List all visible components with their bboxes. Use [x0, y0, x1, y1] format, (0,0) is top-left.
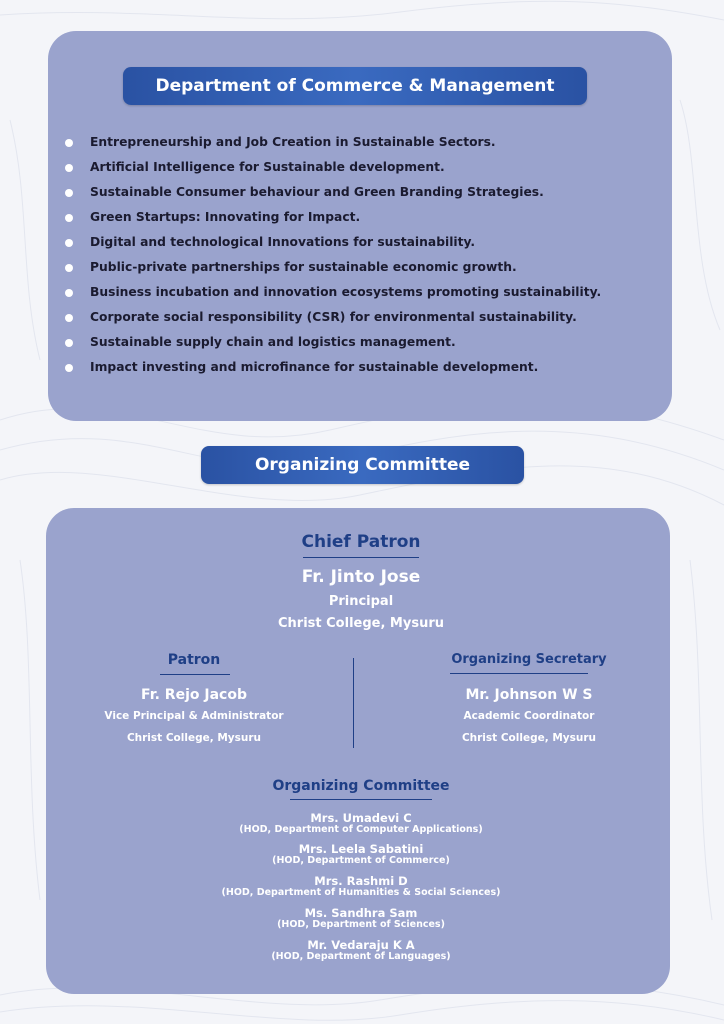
patron-institution: Christ College, Mysuru: [126, 732, 262, 744]
department-title: Department of Commerce & Management: [155, 76, 555, 96]
topic-text: Corporate social responsibility (CSR) for environmental sustainability.: [90, 310, 577, 324]
committee-underline: [290, 799, 432, 800]
topic-text: Public-private partnerships for sustainable economic growth.: [90, 260, 517, 274]
list-item: [60, 130, 601, 155]
chief-patron-institution: Christ College, Mysuru: [278, 616, 444, 631]
bullet-icon: [65, 364, 73, 372]
topic-text: Sustainable Consumer behaviour and Green Branding Strategies.: [90, 185, 544, 199]
patron-role: Vice Principal & Administrator: [104, 710, 284, 722]
committee-member-name: Mrs. Rashmi D: [314, 874, 408, 888]
bullet-icon: [65, 339, 73, 347]
committee-member-role: (HOD, Department of Sciences): [277, 919, 445, 930]
patron-name: Fr. Rejo Jacob: [141, 687, 247, 703]
list-item: [60, 355, 601, 380]
bullet-icon: [65, 289, 73, 297]
list-item: [60, 180, 601, 205]
list-item: [60, 155, 601, 180]
list-item: [60, 255, 601, 280]
topic-text: Artificial Intelligence for Sustainable development.: [90, 160, 445, 174]
committee-member-name: Mrs. Leela Sabatini: [298, 842, 424, 856]
chief-patron-heading: Chief Patron: [301, 532, 421, 552]
organizing-secretary-heading: Organizing Secretary: [451, 652, 607, 667]
bullet-icon: [65, 264, 73, 272]
topic-text: Sustainable supply chain and logistics management.: [90, 335, 456, 349]
bullet-icon: [65, 239, 73, 247]
organizing-secretary-name: Mr. Johnson W S: [465, 687, 593, 703]
list-item: [60, 305, 601, 330]
committee-member-role: (HOD, Department of Humanities & Social Sciences): [221, 887, 501, 898]
bullet-icon: [65, 164, 73, 172]
department-title-banner: [123, 67, 587, 105]
organizing-secretary-institution: Christ College, Mysuru: [461, 732, 597, 744]
committee-member-role: (HOD, Department of Languages): [271, 951, 451, 962]
topic-text: Impact investing and microfinance for sustainable development.: [90, 360, 539, 374]
bullet-icon: [65, 139, 73, 147]
patron-heading: Patron: [167, 652, 221, 668]
topic-text: Business incubation and innovation ecosystems promoting sustainability.: [90, 285, 602, 299]
organizing-secretary-underline: [450, 673, 588, 674]
topic-text: Digital and technological Innovations for sustainability.: [90, 235, 476, 249]
topic-list: [60, 130, 601, 380]
list-item: [60, 230, 601, 255]
bullet-icon: [65, 314, 73, 322]
committee-member-name: Ms. Sandhra Sam: [304, 906, 418, 920]
list-item: [60, 205, 601, 230]
bullet-icon: [65, 189, 73, 197]
organizing-committee-banner: [201, 446, 524, 484]
chief-patron-name: Fr. Jinto Jose: [301, 567, 421, 587]
list-item: [60, 330, 601, 355]
committee-member-role: (HOD, Department of Computer Applications): [239, 824, 483, 835]
committee-heading: Organizing Committee: [272, 778, 450, 794]
bullet-icon: [65, 214, 73, 222]
chief-patron-underline: [303, 557, 419, 558]
topic-text: Entrepreneurship and Job Creation in Sustainable Sectors.: [90, 135, 496, 149]
committee-member-name: Mr. Vedaraju K A: [307, 938, 415, 952]
column-divider: [353, 658, 354, 748]
committee-member-role: (HOD, Department of Commerce): [272, 855, 450, 866]
patron-underline: [160, 674, 230, 675]
chief-patron-role: Principal: [328, 594, 394, 609]
topic-text: Green Startups: Innovating for Impact.: [90, 210, 361, 224]
organizing-banner-title: Organizing Committee: [254, 455, 471, 475]
committee-member-name: Mrs. Umadevi C: [310, 811, 412, 825]
list-item: [60, 280, 601, 305]
organizing-secretary-role: Academic Coordinator: [463, 710, 595, 722]
